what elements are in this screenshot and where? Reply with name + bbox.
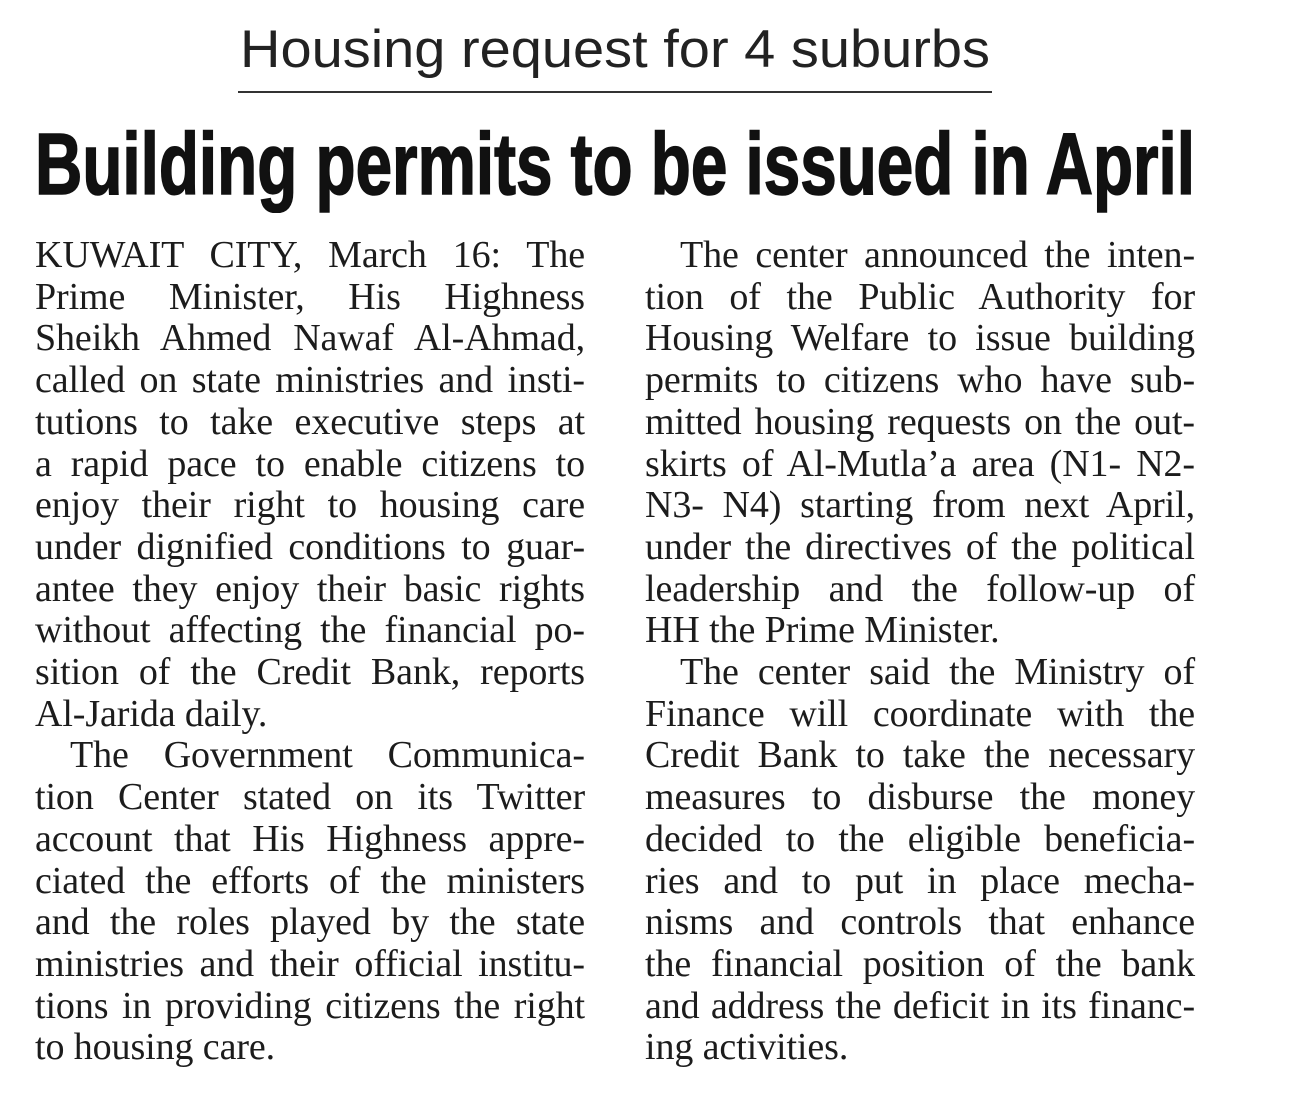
article-line: and the roles played by the state: [35, 901, 585, 944]
article-line: mitted housing requests on the out-: [645, 400, 1195, 443]
article-line: Prime Minister, His Highness: [35, 275, 585, 318]
article-line: nisms and controls that enhance: [645, 901, 1195, 944]
article-line: N3- N4) starting from next April,: [645, 484, 1195, 527]
article-line: ing activities.: [645, 1026, 849, 1069]
article-line: the financial position of the bank: [645, 942, 1195, 985]
article-line: called on state ministries and insti-: [35, 359, 585, 402]
article-line: The center said the Ministry of: [680, 651, 1195, 694]
article-line: skirts of Al-Mutla’a area (N1- N2-: [645, 442, 1195, 485]
article-line: tion of the Public Authority for: [645, 275, 1195, 318]
article-line: leadership and the follow-up of: [645, 567, 1195, 610]
headline: Building permits to be issued in April: [35, 121, 1195, 213]
article-line: ciated the efforts of the ministers: [35, 859, 585, 902]
article-paragraph: [35, 735, 585, 1069]
article-line: under dignified conditions to guar-: [35, 525, 585, 568]
article-paragraph: [35, 235, 585, 735]
article-paragraph: [645, 652, 1195, 1069]
article-line: antee they enjoy their basic rights: [35, 567, 585, 610]
article-line: and address the deficit in its financ-: [645, 984, 1195, 1027]
article-line: a rapid pace to enable citizens to: [35, 442, 585, 485]
article-line: Housing Welfare to issue building: [645, 317, 1195, 360]
article-line: KUWAIT CITY, March 16: The: [35, 234, 585, 276]
article-line: under the directives of the political: [645, 525, 1195, 568]
article-line: ministries and their official institu-: [35, 942, 585, 985]
article-line: to housing care.: [35, 1026, 276, 1069]
article-column-right: [645, 235, 1195, 1069]
article-line: tutions to take executive steps at: [35, 400, 585, 443]
article-line: measures to disburse the money: [645, 776, 1195, 819]
article-line: Al-Jarida daily.: [35, 692, 268, 735]
kicker-container: [238, 23, 992, 83]
headline-container: [35, 121, 1235, 221]
article-line: enjoy their right to housing care: [35, 484, 585, 527]
article-line: ries and to put in place mecha-: [645, 859, 1195, 902]
article-line: sition of the Credit Bank, reports: [35, 651, 585, 694]
article-line: The Government Communica-: [70, 734, 585, 777]
article-line: tions in providing citizens the right: [35, 984, 585, 1027]
article-line: account that His Highness appre-: [35, 817, 585, 860]
article-line: decided to the eligible beneficia-: [645, 817, 1195, 860]
article-line: The center announced the inten-: [680, 234, 1195, 276]
article-line: Credit Bank to take the necessary: [645, 734, 1195, 777]
article-line: HH the Prime Minister.: [645, 609, 1000, 652]
article-line: Finance will coordinate with the: [645, 692, 1195, 735]
article-line: without affecting the financial po-: [35, 609, 585, 652]
kicker-rule: [238, 91, 992, 93]
article-line: permits to citizens who have sub-: [645, 359, 1195, 402]
kicker-headline: Housing request for 4 suburbs: [239, 23, 990, 79]
article-column-left: [35, 235, 585, 1069]
article-line: Sheikh Ahmed Nawaf Al-Ahmad,: [35, 317, 585, 360]
article-paragraph: [645, 235, 1195, 652]
article-line: tion Center stated on its Twitter: [35, 776, 585, 819]
